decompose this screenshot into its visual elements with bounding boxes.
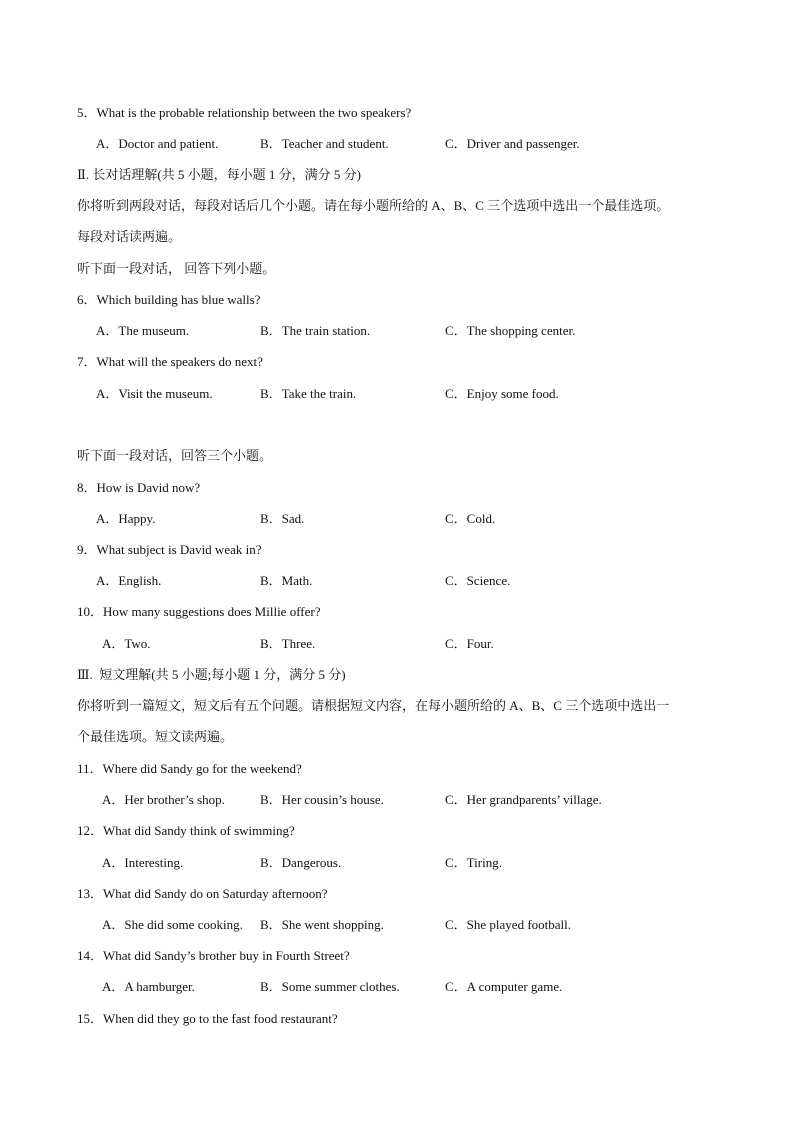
question-text: How many suggestions does Millie offer?	[103, 604, 321, 619]
question-text: How is David now?	[96, 480, 201, 495]
section-3-instruction-line-2: 个最佳选项。短文读两遍。	[77, 729, 234, 744]
question-number: 13．	[77, 886, 104, 901]
option-c: C．The shopping center.	[445, 323, 576, 338]
option-c: C．Driver and passenger.	[445, 136, 580, 151]
question-text: What did Sandy’s brother buy in Fourth Street?	[103, 948, 350, 963]
question-12	[77, 823, 295, 839]
option-a: A．Her brother’s shop.	[102, 792, 225, 807]
question-number: 9．	[77, 542, 97, 557]
question-8	[77, 480, 200, 496]
question-text: What did Sandy do on Saturday afternoon?	[103, 886, 328, 901]
question-11	[77, 761, 302, 777]
question-number: 12．	[77, 823, 104, 838]
option-a: A．She did some cooking.	[102, 917, 243, 932]
question-number: 15．	[77, 1011, 104, 1026]
dialogue-1-intro: 听下面一段对话， 回答下列小题。	[77, 261, 276, 276]
option-c: C．Science.	[445, 573, 511, 588]
option-c: C．Tiring.	[445, 855, 502, 870]
option-b: B．Teacher and student.	[260, 136, 389, 151]
option-b: B．Dangerous.	[260, 855, 342, 870]
question-6	[77, 292, 260, 308]
question-number: 10．	[77, 604, 104, 619]
question-number: 6．	[77, 292, 97, 307]
option-b: B．Sad.	[260, 511, 305, 526]
option-b: B．The train station.	[260, 323, 371, 338]
option-c: C．Her grandparents’ village.	[445, 792, 602, 807]
question-number: 8．	[77, 480, 97, 495]
section-2-instruction-line-2: 每段对话读两遍。	[77, 229, 182, 244]
option-a: A．Two.	[102, 636, 151, 651]
section-3-heading: Ⅲ. 短文理解(共 5 小题;每小题 1 分，满分 5 分)	[77, 667, 346, 682]
option-c: C．She played football.	[445, 917, 572, 932]
option-c: C．Enjoy some food.	[445, 386, 559, 401]
question-13	[77, 886, 328, 902]
question-text: Which building has blue walls?	[96, 292, 261, 307]
section-2-instruction-line-1: 你将听到两段对话，每段对话后几个小题。请在每小题所给的 A、B、C 三个选项中选出一个最佳选项。	[77, 198, 670, 213]
option-b: B．Math.	[260, 573, 313, 588]
option-b: B．She went shopping.	[260, 917, 384, 932]
question-text: What subject is David weak in?	[96, 542, 262, 557]
option-b: B．Her cousin’s house.	[260, 792, 384, 807]
question-text: What will the speakers do next?	[96, 354, 263, 369]
question-9	[77, 542, 262, 558]
question-text: What is the probable relationship between the two speakers?	[96, 105, 412, 120]
option-b: B．Take the train.	[260, 386, 357, 401]
question-5	[77, 105, 411, 121]
option-c: C．Four.	[445, 636, 494, 651]
section-2-heading: Ⅱ. 长对话理解(共 5 小题，每小题 1 分，满分 5 分)	[77, 167, 361, 182]
option-c: C．A computer game.	[445, 979, 563, 994]
option-a: A．Happy.	[96, 511, 156, 526]
question-text: Where did Sandy go for the weekend?	[102, 761, 302, 776]
option-b: B．Some summer clothes.	[260, 979, 400, 994]
question-15	[77, 1011, 338, 1027]
question-number: 5．	[77, 105, 97, 120]
question-text: When did they go to the fast food restaurant?	[103, 1011, 338, 1026]
question-14	[77, 948, 350, 964]
dialogue-2-intro: 听下面一段对话，回答三个小题。	[77, 448, 273, 463]
option-a: A．Doctor and patient.	[96, 136, 219, 151]
option-b: B．Three.	[260, 636, 316, 651]
option-a: A．The museum.	[96, 323, 190, 338]
question-text: What did Sandy think of swimming?	[103, 823, 295, 838]
option-c: C．Cold.	[445, 511, 496, 526]
question-7	[77, 354, 263, 370]
question-number: 11．	[77, 761, 103, 776]
question-number: 7．	[77, 354, 97, 369]
option-a: A．Interesting.	[102, 855, 184, 870]
option-a: A．A hamburger.	[102, 979, 195, 994]
option-a: A．English.	[96, 573, 162, 588]
question-number: 14．	[77, 948, 104, 963]
question-10	[77, 604, 321, 620]
section-3-instruction-line-1: 你将听到一篇短文，短文后有五个问题。请根据短文内容，在每小题所给的 A、B、C 三个选项中选出一	[77, 698, 670, 713]
option-a: A．Visit the museum.	[96, 386, 213, 401]
